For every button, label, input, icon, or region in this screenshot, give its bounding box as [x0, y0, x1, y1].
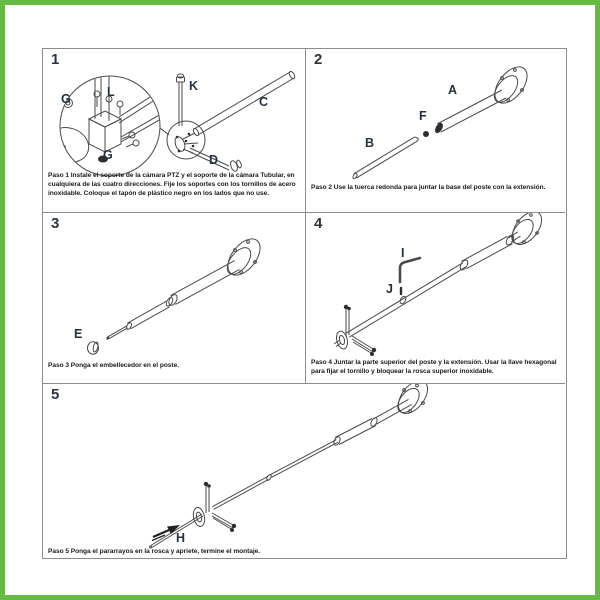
bracket-assembly-drawing [334, 305, 376, 356]
step3-caption: Paso 3 Ponga el embellecedor en el poste. [48, 362, 179, 369]
part-label-h: H [176, 531, 186, 545]
round-nut-f-drawing [423, 131, 429, 137]
flange-drawing [489, 61, 534, 109]
step4-illustration [306, 213, 565, 382]
rod-k-drawing [177, 74, 185, 126]
step1-panel [43, 49, 306, 213]
flange-drawing [393, 384, 434, 419]
full-pole-drawing [212, 399, 411, 509]
hex-key-i-drawing [400, 258, 420, 282]
step2-panel [306, 49, 565, 213]
part-label-k: K [189, 79, 199, 93]
step5-caption: Paso 5 Ponga el pararrayos en la rosca y apriete, termine el montaje. [48, 548, 261, 555]
step4-number: 4 [314, 215, 323, 232]
trim-cap-e-drawing [88, 342, 99, 355]
step3-illustration [43, 213, 306, 382]
pole-with-sleeve-drawing [347, 232, 521, 337]
pole-c-drawing [192, 70, 296, 136]
instruction-grid [42, 48, 567, 559]
part-label-j: J [386, 282, 393, 296]
part-label-i: I [401, 246, 405, 260]
step2-caption: Paso 2 Use la tuerca redonda para juntar la base del poste con la extensión. [311, 184, 546, 191]
part-label-l: L [107, 85, 115, 99]
bracket-block-detail [43, 76, 161, 168]
step4-panel [306, 213, 565, 384]
flange-drawing [507, 213, 548, 250]
part-label-a: A [448, 83, 458, 97]
step3-number: 3 [51, 215, 60, 232]
part-label-g1: G [61, 92, 71, 106]
part-label-f: F [419, 109, 427, 123]
flange-drawing [222, 233, 267, 281]
bracket-assembly-drawing [192, 482, 236, 532]
step5-panel [43, 384, 565, 557]
step3-panel [43, 213, 306, 384]
pole-b-drawing [352, 137, 418, 179]
part-label-g2: G [103, 148, 113, 162]
step1-caption: Paso 1 Instale el soporte de la cámara PTZ y el soporte de la cámara Tubular, en cualquiera de las cuatro direcciones. Fije los soportes con los tornillos de acero inoxidable. Coloque el tapón de plástico negro en los lados que no use. [48, 172, 296, 198]
step1-number: 1 [51, 51, 60, 68]
part-label-e: E [74, 327, 83, 341]
part-label-b: B [365, 136, 375, 150]
pole-assembled-drawing [106, 261, 239, 340]
step4-caption: Paso 4 Juntar la parte superior del poste y la extensión. Usar la llave hexagonal para fijar el tornillo y bloquear la rosca superior inoxidable. [311, 359, 557, 376]
part-label-d: D [209, 153, 219, 167]
step5-illustration [43, 384, 565, 555]
step5-number: 5 [51, 386, 60, 403]
step2-number: 2 [314, 51, 323, 68]
part-label-c: C [259, 95, 269, 109]
